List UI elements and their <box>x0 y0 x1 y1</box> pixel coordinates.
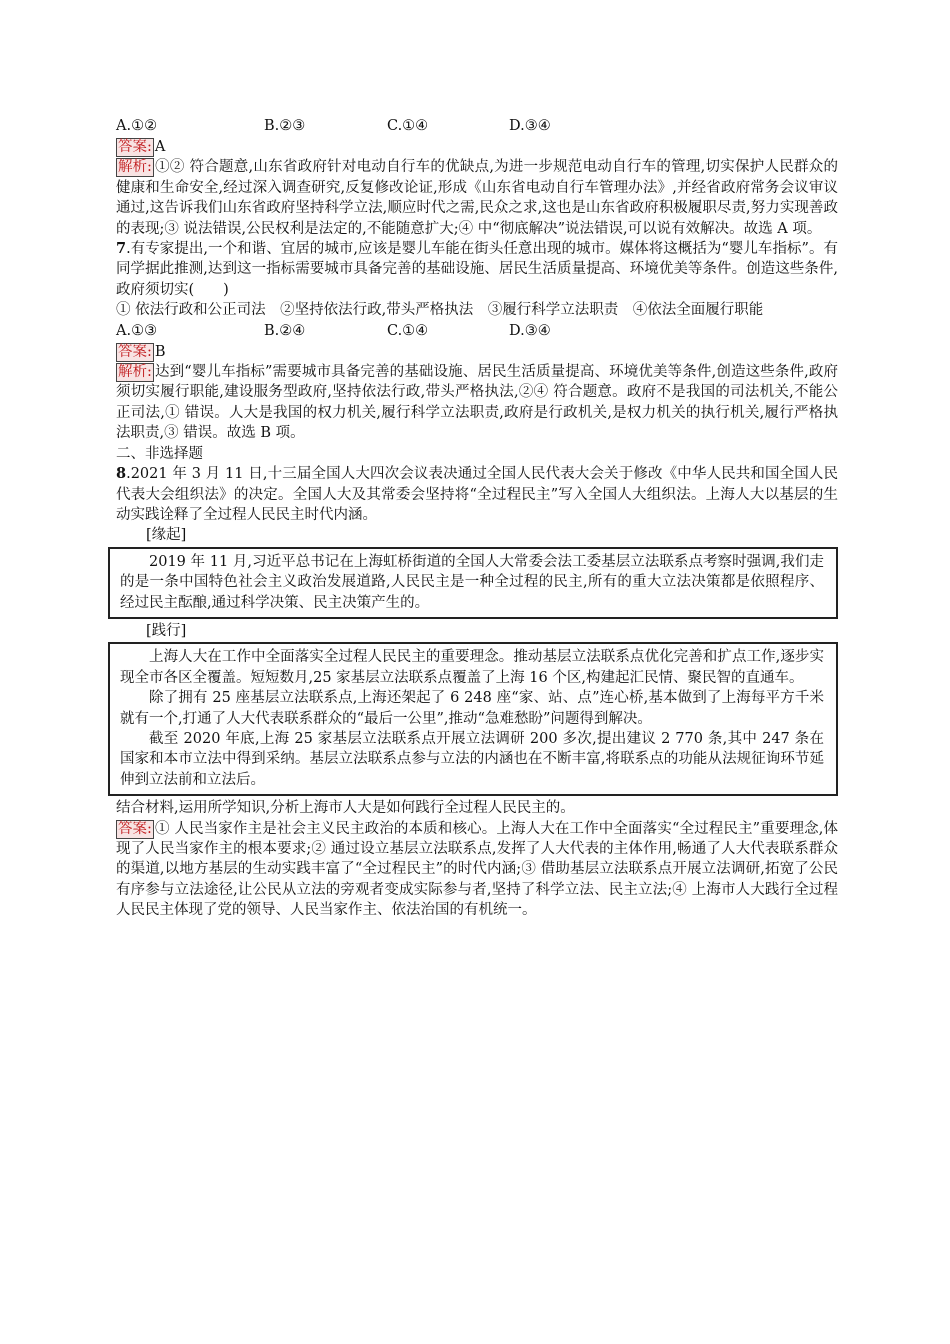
q7-answer-value: B <box>154 343 166 360</box>
q8-origin-text: 2019 年 11 月,习近平总书记在上海虹桥街道的全国人大常委会法工委基层立法联系点考察时强调,我们走的是一条中国特色社会主义政治发展道路,人民民主是一种全过程的民主,所有的重大立法决策都是依照程序、经过民主酝酿,通过科学决策、民主决策产生的。 <box>120 553 824 611</box>
q6-option-b: B.②③ <box>264 118 306 134</box>
q7-options <box>116 321 838 342</box>
q7-stem <box>116 239 838 300</box>
q8-question: 结合材料,运用所学知识,分析上海市人大是如何践行全过程人民民主的。 <box>116 800 575 817</box>
q8-answer-text: ① 人民当家作主是社会主义民主政治的本质和核心。上海人大在工作中全面落实“全过程民主”重要理念,体现了人民当家作主的根本要求;② 通过设立基层立法联系点,发挥了人大代表的主体作用,畅通了人大代表联系群众的渠道,以地方基层的生动实践丰富了“全过程民主”的时代内涵;③ 借助基层立法联系点开展立法调研,拓宽了公民有序参与立法途径,让公民从立法的旁观者变成实际参与者,坚持了科学立法、民主立法;④ 上海市人大践行全过程人民民主体现了党的领导、人民当家作主、依法治国的有机统一。 <box>116 820 838 919</box>
q6-analysis-text: ①② 符合题意,山东省政府针对电动自行车的优缺点,为进一步规范电动自行车的管理,切实保护人民群众的健康和生命安全,经过深入调查研究,反复修改论证,形成《山东省电动自行车管理办法》,并经省政府常务会议审议通过,这告诉我们山东省政府坚持科学立法,顺应时代之需,民众之求,这也是山东省政府积极履职尽责,努力实现善政的表现;③ 说法错误,公民权利是法定的,不能随意扩大;④ 中“彻底解决”说法错误,可以说有效解决。故选 A 项。 <box>116 159 838 237</box>
q8-practice-paragraph: 除了拥有 25 座基层立法联系点,上海还架起了 6 248 座“家、站、点”连心桥,基本做到了上海每平方千米就有一个,打通了人大代表联系群众的“最后一公里”,推动“急难愁盼”问题得到解决。 <box>120 690 824 727</box>
q6-options <box>116 116 838 137</box>
answer-tag: 答案: <box>118 139 152 155</box>
q8-practice-paragraph: 上海人大在工作中全面落实全过程人民民主的重要理念。推动基层立法联系点优化完善和扩点工作,逐步实现全市各区全覆盖。短短数月,25 家基层立法联系点覆盖了上海 16 个区,构建起汇民情、聚民智的直通车。 <box>120 649 824 686</box>
q7-number: 7 <box>116 240 127 258</box>
q7-statements: ① 依法行政和公正司法 ②坚持依法行政,带头严格执法 ③履行科学立法职责 ④依法全面履行职能 <box>116 302 764 319</box>
q7-option-b: B.②④ <box>264 322 306 339</box>
answer-tag: 答案: <box>118 343 152 360</box>
q8-origin-box <box>108 547 838 619</box>
analysis-tag: 解析: <box>118 364 152 381</box>
q6-option-a: A.①② <box>116 118 158 134</box>
q8-stem-text: .2021 年 3 月 11 日,十三届全国人大四次会议表决通过全国人民代表大会关于修改《中华人民共和国全国人民代表大会组织法》的决定。全国人大及其常委会坚持将“全过程民主”写入全国人大组织法。上海人大以基层的生动实践诠释了全过程人民民主时代内涵。 <box>116 466 838 523</box>
analysis-tag: 解析: <box>118 159 152 176</box>
q8-number: 8 <box>116 465 127 483</box>
q8-practice-label: [践行] <box>146 622 187 639</box>
q8-practice-box <box>108 642 838 796</box>
q6-answer-value: A <box>154 139 166 155</box>
q7-option-c: C.①④ <box>387 322 429 339</box>
q8-answer <box>116 819 838 921</box>
q8-origin-label: [缘起] <box>146 527 187 544</box>
q7-option-d: D.③④ <box>509 322 551 339</box>
document-page <box>116 116 838 921</box>
q6-option-c: C.①④ <box>387 118 429 134</box>
q7-analysis-text: 达到“婴儿车指标”需要城市具备完善的基础设施、居民生活质量提高、环境优美等条件,创造这些条件,政府须切实履行职能,建设服务型政府,坚持依法行政,带头严格执法,②④ 符合题意。政府不是我国的司法机关,不能公正司法,① 错误。人大是我国的权力机关,履行科学立法职责,政府是行政机关,是权力机关的执行机关,履行严格执法职责,③ 错误。故选 B 项。 <box>116 364 838 442</box>
answer-tag: 答案: <box>118 820 152 837</box>
q7-option-a: A.①③ <box>116 322 158 339</box>
q6-answer <box>116 137 838 157</box>
section-title: 二、非选择题 <box>116 445 203 462</box>
q8-practice-paragraph: 截至 2020 年底,上海 25 家基层立法联系点开展立法调研 200 多次,提出建议 2 770 条,其中 247 条在国家和本市立法中得到采纳。基层立法联系点参与立法的内涵也在不断丰富,将联系点的功能从法规征询环节延伸到立法前和立法后。 <box>120 730 824 788</box>
q7-analysis <box>116 362 838 444</box>
q7-stem-text: .有专家提出,一个和谐、宜居的城市,应该是婴儿车能在街头任意出现的城市。媒体将这概括为“婴儿车指标”。有同学据此推测,达到这一指标需要城市具备完善的基础设施、居民生活质量提高、环境优美等条件。创造这些条件,政府须切实( ) <box>116 241 838 298</box>
q7-answer <box>116 342 838 362</box>
q8-stem <box>116 464 838 525</box>
q6-analysis <box>116 157 838 239</box>
q6-option-d: D.③④ <box>509 118 551 134</box>
